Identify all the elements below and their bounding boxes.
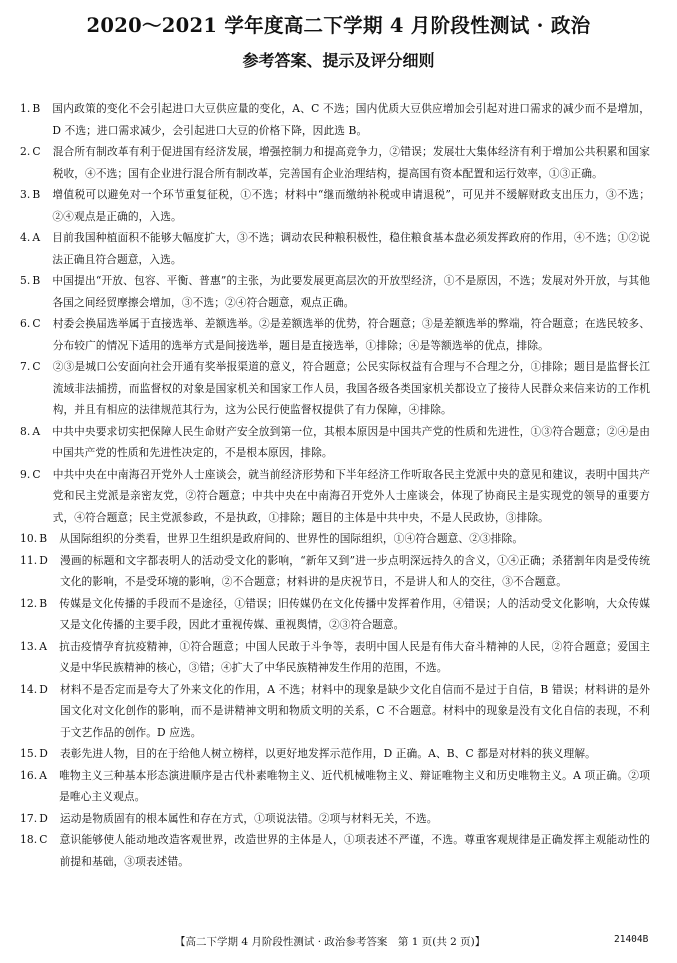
question-number: 13. <box>20 639 38 653</box>
answer-item <box>20 184 650 227</box>
answer-letter: D <box>39 553 48 567</box>
answer-item <box>20 528 650 550</box>
answer-explanation: 传媒是文化传播的手段而不是途径，①错误；旧传媒仍在文化传播中发挥着作用，④错误；人的活动受文化影响，大众传媒又是文化传播的主要手段，因此才重视传媒、重视舆情，②③符合题意。 <box>59 596 650 631</box>
answer-item <box>20 141 650 184</box>
answer-letter: C <box>32 317 41 330</box>
answer-letter: C <box>32 145 41 158</box>
question-number: 1. <box>20 102 31 115</box>
question-number: 9. <box>20 467 31 481</box>
answer-explanation: 混合所有制改革有利于促进国有经济发展，增强控制力和提高竞争力，②错误；发展壮大集体经济有利于增加公共积累和国家税收，④不选；国有企业进行混合所有制改革，完善国有企业治理结构，提高国有资本配置和运行效率，①③正确。 <box>52 145 650 180</box>
question-number: 15. <box>20 747 38 760</box>
answer-explanation: 抗击疫情孕育抗疫精神，①符合题意；中国人民敢于斗争等，表明中国人民是有伟大奋斗精神的人民，②符合题意；爱国主义是中华民族精神的核心，③错；④扩大了中华民族精神发生作用的范围，不选。 <box>59 639 650 674</box>
answer-explanation: 材料不是否定而是夸大了外来文化的作用，A 不选；材料中的现象是缺少文化自信而不是过于自信，B 错误；材料讲的是外国文化对文化创作的影响，而不是讲精神文明和物质文明的关系，C 不合题意。材料中的现象是没有文化自信的表现，不利于文艺作品的创作。D 应选。 <box>59 682 650 739</box>
answer-item <box>20 421 650 464</box>
question-number: 4. <box>20 231 31 244</box>
answer-explanation: 村委会换届选举属于直接选举、差额选举。②是差额选举的优势，符合题意；③是差额选举的弊端，符合题意；在选民较多、分布较广的情况下适用的选举方式是间接选举，题目是直接选举，①排除；④是等额选举的优点，排除。 <box>52 317 650 352</box>
answer-letter: B <box>39 596 48 610</box>
question-number: 14. <box>20 682 38 696</box>
answer-letter: D <box>39 747 48 760</box>
answer-explanation: 唯物主义三种基本形态演进顺序是古代朴素唯物主义、近代机械唯物主义、辩证唯物主义和历史唯物主义。A 项正确。②项是唯心主义观点。 <box>59 768 650 803</box>
answer-explanation: 增值税可以避免对一个环节重复征税，①不选；材料中“继而缴纳补税或申请退税”，可见并不缓解财政支出压力，③不选；②④观点是正确的，入选。 <box>52 188 650 223</box>
answer-explanation: 中共中央在中南海召开党外人士座谈会，就当前经济形势和下半年经济工作听取各民主党派中央的意见和建议，表明中国共产党和民主党派是亲密友党，②符合题意；中共中央在中南海召开党外人士座谈会，体现了协商民主是实现党的领导的重要方式，④符合题意；民主党派参政，不是执政，①排除；题目的主体是中共中央，不是人民政协，③排除。 <box>52 467 650 524</box>
question-number: 10. <box>20 532 38 545</box>
answer-letter: A <box>39 639 48 653</box>
answer-explanation: 表彰先进人物，目的在于给他人树立榜样，以更好地发挥示范作用，D 正确。A、B、C 都是对材料的狭义理解。 <box>59 747 596 760</box>
answer-item <box>20 227 650 270</box>
answer-letter: B <box>32 188 41 201</box>
footer-page-info: 【高二下学期 4 月阶段性测试 · 政治参考答案 第 1 页(共 2 页)】 <box>175 936 486 948</box>
answer-letter: D <box>39 682 48 696</box>
answer-explanation: 意识能够使人能动地改造客观世界，改造世界的主体是人，①项表述不严谨，不选。尊重客观规律是正确发挥主观能动性的前提和基础，③项表述错。 <box>59 833 650 868</box>
answer-letter: C <box>32 467 41 481</box>
answer-explanation: 漫画的标题和文字都表明人的活动受文化的影响，“新年又到”进一步点明深远持久的含义，①④正确；杀猪割年肉是受传统文化的影响，不是受环境的影响，②不合题意；材料讲的是庆祝节日，不是讲人和人的交往，③不合题意。 <box>59 553 650 588</box>
question-number: 12. <box>20 596 38 610</box>
question-number: 17. <box>20 811 38 825</box>
answer-letter: C <box>32 360 41 373</box>
answer-item <box>20 743 650 765</box>
answer-letter: B <box>39 532 48 545</box>
answer-item <box>20 98 650 141</box>
answer-letter: A <box>32 424 41 438</box>
answer-item <box>20 356 650 421</box>
question-number: 5. <box>20 274 31 287</box>
answer-item <box>20 313 650 356</box>
footer-code: 21404B <box>614 934 649 945</box>
answer-explanation: 中共中央要求切实把保障人民生命财产安全放到第一位，其根本原因是中国共产党的性质和先进性，①③符合题意；②④是由中国共产党的性质和先进性决定的，不是根本原因，排除。 <box>52 424 650 459</box>
question-number: 7. <box>20 360 31 373</box>
answer-letter: D <box>39 811 48 825</box>
question-number: 8. <box>20 424 31 438</box>
question-number: 11. <box>20 553 38 567</box>
answer-explanation: 目前我国种植面积不能够大幅度扩大，③不选；调动农民种粮积极性，稳住粮食基本盘必须发挥政府的作用，④不选；①②说法正确且符合题意，入选。 <box>52 231 650 266</box>
answer-explanation: 中国提出“开放、包容、平衡、普惠”的主张，为此要发展更高层次的开放型经济，①不是原因，不选；发展对外开放，与其他各国之间经贸摩擦会增加，③不选；②④符合题意，观点正确。 <box>52 274 650 309</box>
question-number: 2. <box>20 145 31 158</box>
answer-letter: B <box>32 102 41 115</box>
answer-item <box>20 679 650 744</box>
page-subtitle: 参考答案、提示及评分细则 <box>242 51 435 70</box>
question-number: 3. <box>20 188 31 201</box>
answer-item <box>20 808 650 830</box>
answer-item <box>20 464 650 529</box>
answer-letter: A <box>32 231 41 244</box>
answer-item <box>20 636 650 679</box>
answer-explanation: ②③是城口公安面向社会开通有奖举报渠道的意义，符合题意；公民实际权益有合理与不合理之分，①排除；题目是监督长江流域非法捕捞，而监督权的对象是国家机关和国家工作人员，我国各级各类国家机关都设立了接待人民群众来信来访的工作机构，并且有相应的法律规范其行为，这为公民行使监督权提供了有力保障，④排除。 <box>52 360 650 416</box>
answer-item <box>20 829 650 872</box>
answer-explanation: 国内政策的变化不会引起进口大豆供应量的变化，A、C 不选；国内优质大豆供应增加会引起对进口需求的减少而不是增加，D 不选；进口需求减少，会引起进口大豆的价格下降，因此选 B。 <box>52 102 650 137</box>
question-number: 6. <box>20 317 31 330</box>
question-number: 18. <box>20 833 38 846</box>
answer-letter: B <box>32 274 41 287</box>
answer-item <box>20 593 650 636</box>
answer-item <box>20 270 650 313</box>
answer-item <box>20 765 650 808</box>
page-title: 2020～2021 学年度高二下学期 4 月阶段性测试 · 政治 <box>86 14 591 37</box>
answer-letter: A <box>39 768 48 782</box>
answer-explanation: 从国际组织的分类看，世界卫生组织是政府间的、世界性的国际组织，①④符合题意、②③排除。 <box>59 532 524 545</box>
answer-explanation: 运动是物质固有的根本属性和存在方式，①项说法错。②项与材料无关，不选。 <box>59 811 438 825</box>
answer-item <box>20 550 650 593</box>
question-number: 16. <box>20 768 38 782</box>
answer-list <box>20 98 650 872</box>
answer-letter: C <box>39 833 48 846</box>
